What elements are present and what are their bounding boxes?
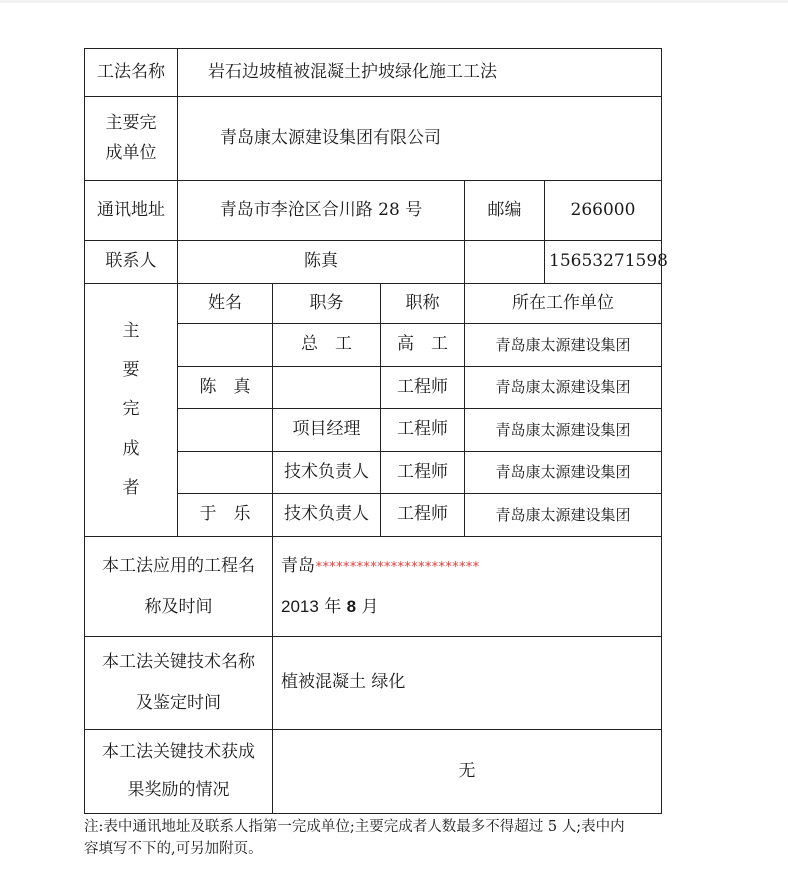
completer-title: 工程师 [381,494,465,537]
project-date-year: 2013 [281,596,319,616]
completer-title: 高 工 [381,324,465,367]
completers-label-char: 者 [122,477,140,498]
award-label-line-2: 果奖励的情况 [127,779,230,800]
main-unit-label-line-1: 主要完 [105,112,157,133]
header-position: 职务 [273,284,381,324]
postcode-value: 266000 [545,181,662,241]
project-label-line-2: 称及时间 [144,596,213,617]
completer-position: 总 工 [273,324,381,367]
completer-name [178,409,273,452]
keytech-row [85,637,662,730]
method-name-row [85,49,662,97]
header-name: 姓名 [178,284,273,324]
project-row [85,537,662,637]
top-divider [0,0,788,3]
completer-name: 于 乐 [178,494,273,537]
completer-unit: 青岛康太源建设集团 [465,367,662,409]
completer-unit: 青岛康太源建设集团 [465,452,662,494]
project-date-month: 8 [346,596,357,616]
project-label [85,537,273,637]
completer-position: 技术负责人 [273,494,381,537]
completer-unit: 青岛康太源建设集团 [465,324,662,367]
completer-name [178,452,273,494]
project-label-line-1: 本工法应用的工程名 [102,555,255,576]
main-unit-label-line-2: 成单位 [105,142,157,163]
award-label-line-1: 本工法关键技术获成 [102,742,255,763]
project-value [273,537,662,637]
main-unit-value: 青岛康太源建设集团有限公司 [178,97,662,181]
award-value: 无 [273,730,662,814]
contact-empty-cell [465,241,545,284]
contact-phone: 15653271598 [545,241,662,284]
postcode-label: 邮编 [465,181,545,241]
completers-label-char: 完 [122,399,140,420]
header-title: 职称 [381,284,465,324]
main-unit-label [85,97,178,181]
completers-label-char: 要 [122,360,140,381]
completers-label-char: 成 [122,438,140,459]
award-row [85,730,662,814]
completer-unit: 青岛康太源建设集团 [465,494,662,537]
keytech-label-line-1: 本工法关键技术名称 [102,652,255,673]
keytech-value: 植被混凝土 绿化 [273,637,662,730]
main-unit-row [85,97,662,181]
address-value: 青岛市李沧区合川路 28 号 [178,181,465,241]
keytech-label [85,637,273,730]
completer-title: 工程师 [381,409,465,452]
completer-name: 陈 真 [178,367,273,409]
footnote [84,816,704,861]
completer-title: 工程师 [381,367,465,409]
method-name-label: 工法名称 [85,49,178,97]
footnote-line-1: 注:表中通讯地址及联系人指第一完成单位;主要完成者人数最多不得超过 5 人;表中内 [84,819,625,835]
header-unit: 所在工作单位 [465,284,662,324]
completer-name [178,324,273,367]
completers-label [85,284,178,537]
project-date-month-suffix: 月 [356,596,379,617]
keytech-label-line-2: 及鉴定时间 [136,693,221,713]
project-name-masked: ************************ [315,559,479,575]
footnote-line-2: 容填写不下的,可另加附页。 [84,841,263,858]
project-name [281,546,657,587]
contact-row [85,241,662,284]
project-name-prefix: 青岛 [281,555,315,576]
completer-title: 工程师 [381,452,465,494]
method-name-value: 岩石边坡植被混凝土护坡绿化施工工法 [178,49,662,97]
contact-label: 联系人 [85,241,178,284]
completer-position: 项目经理 [273,409,381,452]
project-date-year-suffix: 年 [318,596,347,617]
address-label: 通讯地址 [85,181,178,241]
address-row [85,181,662,241]
completer-unit: 青岛康太源建设集团 [465,409,662,452]
completer-position [273,367,381,409]
completers-label-char: 主 [122,321,140,342]
award-label [85,730,273,814]
contact-value: 陈真 [178,241,465,284]
completers-header-row [85,284,662,324]
project-date [281,587,657,628]
construction-method-form [84,48,668,814]
completer-position: 技术负责人 [273,452,381,494]
